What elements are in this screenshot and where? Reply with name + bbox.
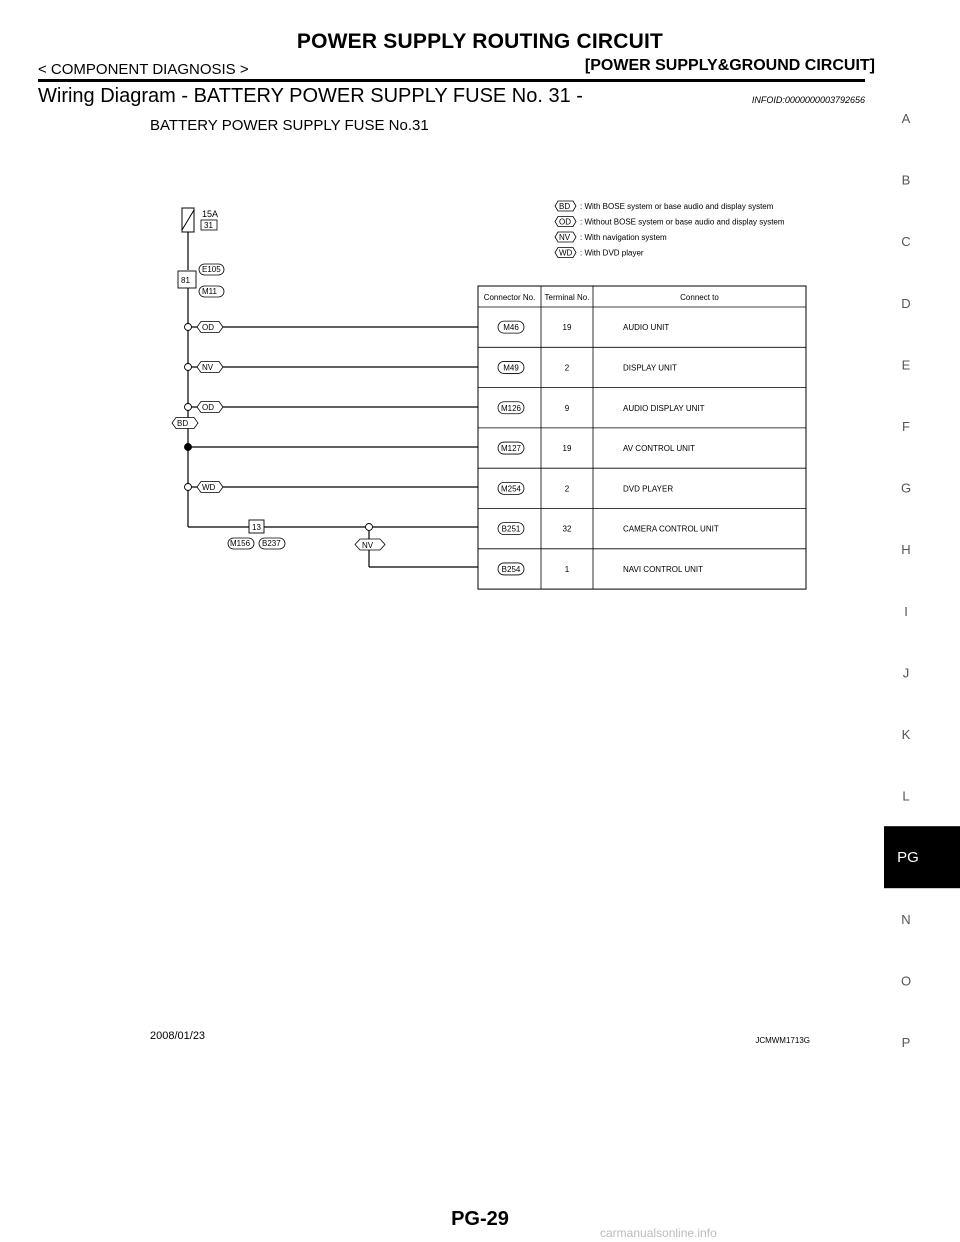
table-terminal: 1	[564, 564, 570, 574]
table-connect-to: AUDIO UNIT	[623, 323, 670, 333]
legend-description: : With navigation system	[580, 233, 667, 242]
legend-code: OD	[559, 217, 571, 227]
side-index-letter[interactable]: O	[900, 973, 912, 989]
side-index-active-tab	[884, 826, 960, 888]
side-index-letter[interactable]: C	[901, 234, 911, 250]
splice-nv-label: NV	[362, 541, 374, 550]
legend-description: : Without BOSE system or base audio and display system	[580, 217, 785, 227]
branch-tag-label: OD	[202, 403, 214, 412]
side-index	[884, 111, 960, 1050]
connector-table	[478, 286, 806, 589]
table-connector: B254	[501, 564, 521, 574]
splice-node	[366, 524, 373, 531]
junction-connector-bottom: M11	[202, 287, 217, 296]
splice-connector-left: M156	[230, 539, 251, 548]
table-connector: M49	[503, 363, 519, 373]
fuse-amperage: 15A	[202, 209, 219, 219]
splice-connector-right: B237	[262, 539, 281, 548]
junction-terminal: 81	[181, 276, 190, 285]
branch-tag-label: OD	[202, 323, 214, 332]
side-index-letter[interactable]: A	[901, 111, 911, 126]
legend	[555, 201, 785, 258]
table-connect-to: NAVI CONTROL UNIT	[623, 564, 704, 574]
side-index-letter[interactable]: H	[901, 542, 911, 558]
table-connector: M254	[500, 484, 522, 494]
side-index-letter[interactable]: F	[902, 419, 910, 434]
diagram-date: 2008/01/23	[150, 1030, 206, 1042]
branch-node	[185, 324, 192, 331]
splice-terminal: 13	[252, 523, 261, 532]
side-index-letter[interactable]: I	[904, 603, 908, 619]
table-header: Connector No.	[483, 293, 536, 302]
side-index-letter[interactable]: D	[901, 295, 911, 311]
table-terminal: 2	[564, 484, 570, 494]
table-connector: B251	[501, 524, 521, 534]
table-connect-to: CAMERA CONTROL UNIT	[623, 524, 719, 534]
legend-description: : With BOSE system or base audio and display system	[580, 202, 774, 211]
table-connect-to: AV CONTROL UNIT	[623, 444, 696, 454]
junction-connector-top: E105	[202, 265, 221, 274]
info-id: INFOID:0000000003792656	[751, 95, 865, 105]
branch-wires	[172, 322, 478, 493]
legend-code: BD	[559, 202, 571, 211]
table-header: Connect to	[680, 293, 719, 302]
side-index-letter[interactable]: L	[902, 788, 910, 804]
diagram-caption: BATTERY POWER SUPPLY FUSE No.31	[150, 117, 429, 134]
table-connect-to: DISPLAY UNIT	[623, 363, 677, 373]
branch-node	[185, 444, 192, 451]
table-connect-to: AUDIO DISPLAY UNIT	[623, 403, 705, 413]
page-title: POWER SUPPLY ROUTING CIRCUIT	[296, 30, 664, 53]
branch-tag-label: WD	[202, 483, 216, 492]
table-connector: M126	[500, 403, 522, 413]
section-heading: Wiring Diagram - BATTERY POWER SUPPLY FUSE No. 31 -	[38, 85, 583, 107]
page-number: PG-29	[451, 1208, 509, 1230]
diagram-code: JCMWM1713G	[755, 1036, 810, 1045]
branch-tag-label: BD	[177, 419, 189, 428]
legend-code: WD	[559, 248, 573, 258]
watermark: carmanualsonline.info	[600, 1226, 717, 1240]
table-connect-to: DVD PLAYER	[623, 484, 674, 494]
side-index-letter[interactable]: G	[900, 480, 912, 496]
branch-node	[185, 364, 192, 371]
legend-code: NV	[559, 233, 571, 242]
side-index-letter[interactable]: PG	[897, 849, 919, 867]
side-index-letter[interactable]: J	[902, 665, 910, 681]
table-terminal: 2	[564, 363, 570, 373]
section-category: [POWER SUPPLY&GROUND CIRCUIT]	[584, 57, 875, 74]
section-breadcrumb: < COMPONENT DIAGNOSIS >	[38, 61, 249, 78]
fuse-element	[182, 210, 194, 230]
side-index-letter[interactable]: N	[901, 911, 911, 927]
side-index-letter[interactable]: K	[901, 727, 911, 742]
table-terminal: 32	[562, 524, 572, 534]
fuse-number: 31	[204, 221, 213, 230]
side-index-letter[interactable]: P	[901, 1035, 911, 1050]
side-index-letter[interactable]: E	[901, 357, 911, 373]
table-terminal: 19	[562, 323, 572, 333]
table-terminal: 19	[562, 444, 572, 454]
table-connector: M46	[503, 323, 519, 333]
table-connector: M127	[500, 444, 522, 454]
branch-tag-label: NV	[202, 363, 214, 372]
side-index-letter[interactable]: B	[901, 172, 911, 188]
legend-description: : With DVD player	[580, 248, 644, 258]
table-header: Terminal No.	[544, 293, 590, 302]
table-terminal: 9	[564, 403, 570, 413]
branch-node	[185, 484, 192, 491]
branch-node	[185, 404, 192, 411]
